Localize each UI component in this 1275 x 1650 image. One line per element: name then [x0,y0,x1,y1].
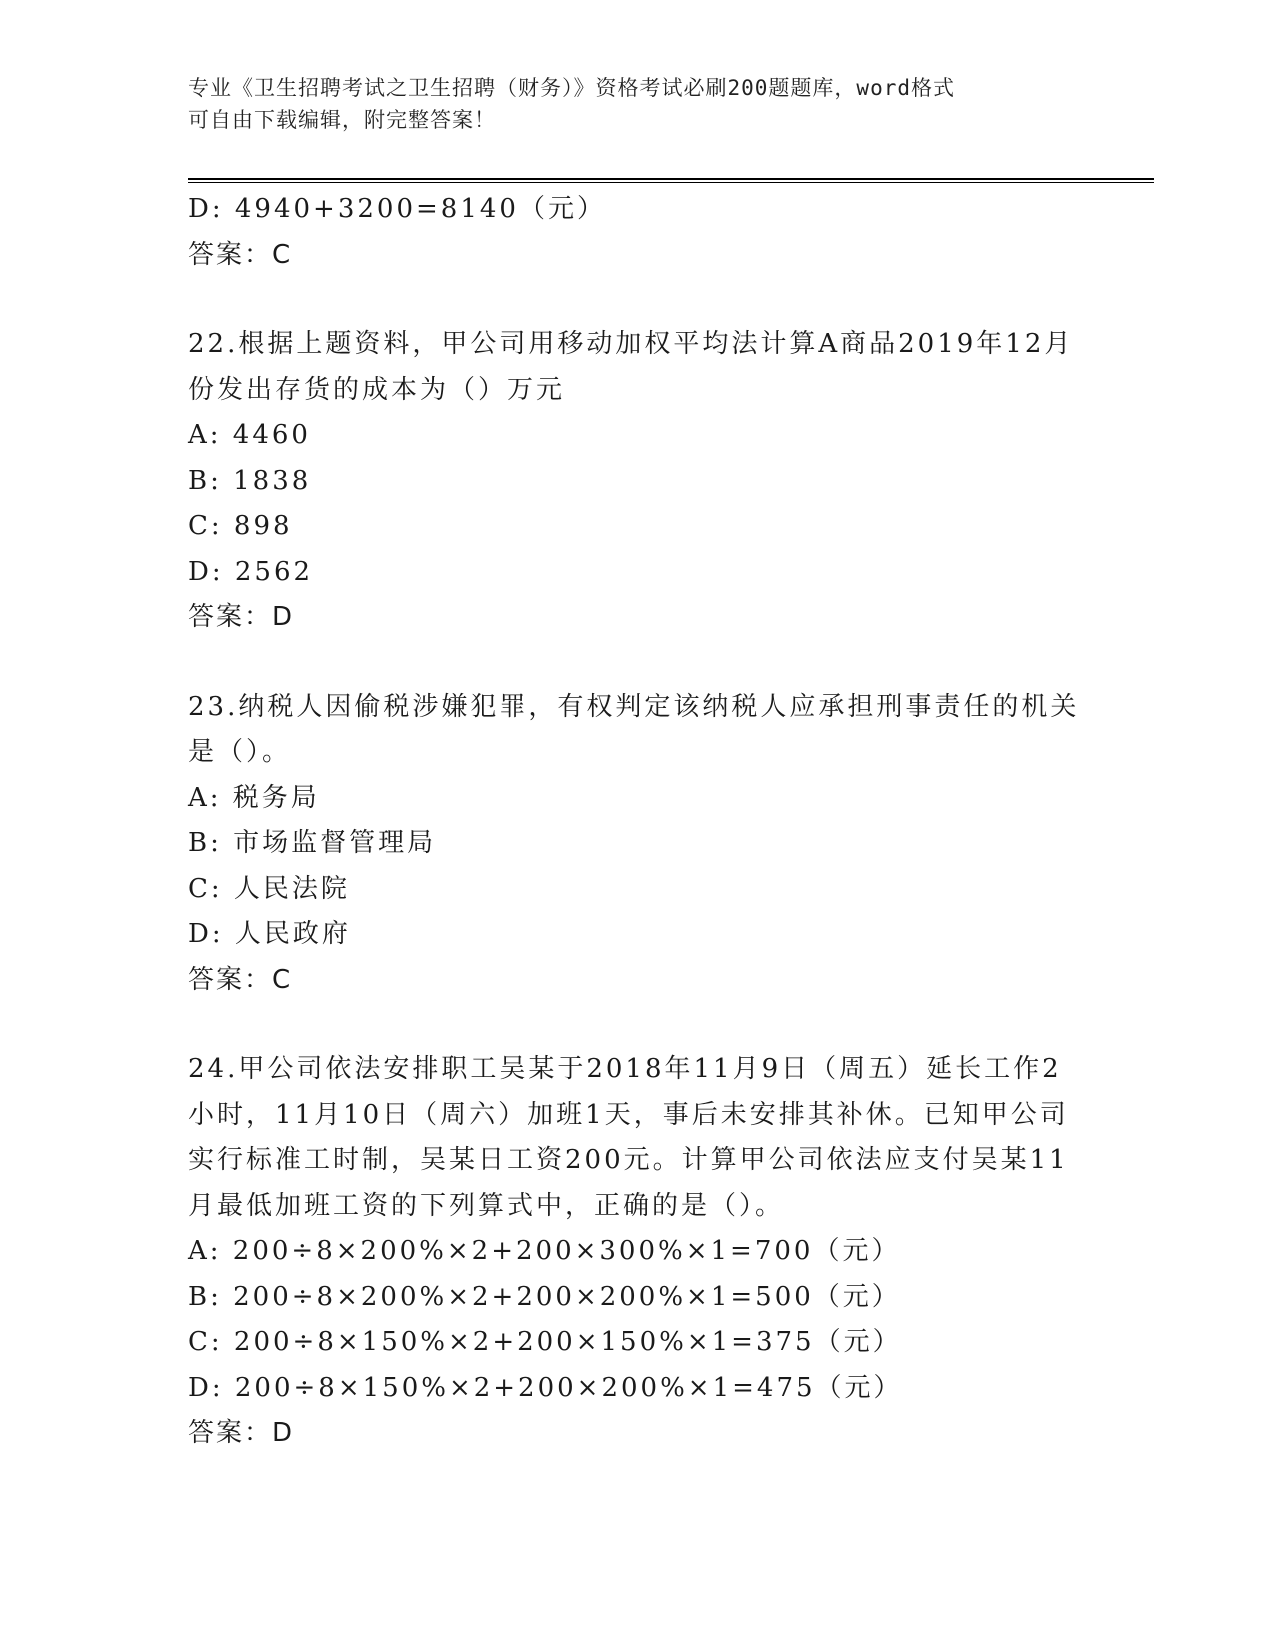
answer-line: 答案：D [188,602,295,632]
option-c: C: 人民法院 [188,873,350,904]
page-header [188,72,1068,136]
question-22 [188,322,1088,641]
option-d: D: 4940+3200=8140（元） [188,194,606,224]
header-divider-thin [188,182,1154,183]
answer-line: 答案：D [188,1418,295,1448]
question-stem: 份发出存货的成本为（）万元 [188,374,566,405]
previous-question-tail [188,187,1088,278]
option-b: B: 市场监督管理局 [188,828,437,858]
question-stem: 24.甲公司依法安排职工吴某于2018年11月9日（周五）延长工作2 [188,1054,1062,1084]
answer-line: 答案：C [188,239,293,270]
question-stem: 实行标准工时制，吴某日工资200元。计算甲公司依法应支付吴某11 [188,1145,1069,1175]
option-a: A: 200÷8×200%×2+200×300%×1=700（元） [188,1236,901,1266]
header-title-line-1: 专业《卫生招聘考试之卫生招聘（财务）》资格考试必刷200题题库，word格式 [188,76,955,100]
question-stem: 23.纳税人因偷税涉嫌犯罪，有权判定该纳税人应承担刑事责任的机关 [188,691,1080,722]
option-d: D: 200÷8×150%×2+200×200%×1=475（元） [188,1372,903,1403]
header-divider-thick [188,178,1154,180]
question-23 [188,685,1088,1004]
option-b: B: 200÷8×200%×2+200×200%×1=500（元） [188,1281,901,1312]
option-c: C: 200÷8×150%×2+200×150%×1=375（元） [188,1327,902,1357]
option-b: B: 1838 [188,465,312,496]
option-d: D: 2562 [188,556,314,587]
option-d: D: 人民政府 [188,919,351,949]
question-content [188,187,1088,1457]
question-stem: 小时，11月10日（周六）加班1天，事后未安排其补休。已知甲公司 [188,1099,1069,1130]
question-stem: 是（）。 [188,737,292,767]
option-a: A: 4460 [188,420,311,450]
header-title-line-2: 可自由下载编辑，附完整答案！ [188,108,496,132]
question-24 [188,1047,1088,1457]
question-stem: 月最低加班工资的下列算式中，正确的是（）。 [188,1190,785,1221]
question-stem: 22.根据上题资料，甲公司用移动加权平均法计算A商品2019年12月 [188,329,1074,359]
answer-line: 答案：C [188,964,293,995]
option-a: A: 税务局 [188,782,320,813]
option-c: C: 898 [188,511,293,541]
